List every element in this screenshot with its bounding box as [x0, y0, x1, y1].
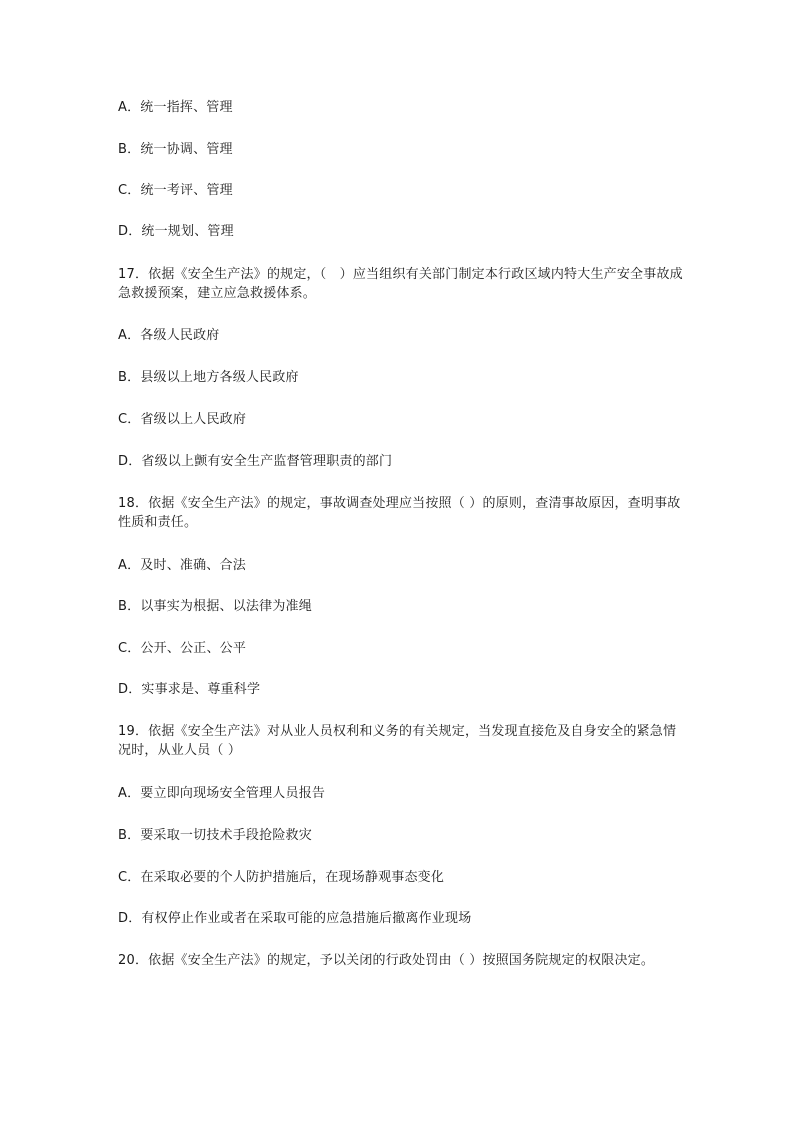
q17-option-c: C．省级以上人民政府 — [118, 412, 247, 427]
q19-stem: 19．依据《安全生产法》对从业人员权利和义务的有关规定，当发现直接危及自身安全的紧急情况时，从业人员（ ） — [118, 724, 677, 758]
q19-option-c: C．在采取必要的个人防护措施后，在现场静观事态变化 — [118, 870, 445, 885]
q17-option-a: A．各级人民政府 — [118, 328, 220, 343]
q18-option-d: D．实事求是、尊重科学 — [118, 682, 261, 697]
q18-option-b: B．以事实为根据、以法律为准绳 — [118, 599, 312, 614]
q18-option-c: C．公开、公正、公平 — [118, 641, 247, 656]
q18-stem: 18．依据《安全生产法》的规定，事故调查处理应当按照（ ）的原则，查清事故原因，查明事故性质和责任。 — [118, 496, 681, 530]
q17-stem: 17．依据《安全生产法》的规定，（ ）应当组织有关部门制定本行政区域内特大生产安全事故成急救援预案，建立应急救援体系。 — [118, 267, 683, 301]
q20-stem: 20．依据《安全生产法》的规定，予以关闭的行政处罚由（ ）按照国务院规定的权限决定。 — [118, 953, 655, 968]
q17-option-b: B．县级以上地方各级人民政府 — [118, 370, 299, 385]
q16-option-a: A．统一指挥、管理 — [118, 100, 233, 115]
q19-option-a: A．要立即向现场安全管理人员报告 — [118, 786, 326, 801]
q16-option-d: D．统一规划、管理 — [118, 224, 234, 239]
q17-option-d: D．省级以上颤有安全生产监督管理职责的部门 — [118, 454, 393, 469]
q16-option-b: B．统一协调、管理 — [118, 142, 233, 157]
q18-option-a: A．及时、准确、合法 — [118, 558, 246, 573]
q19-option-b: B．要采取一切技术手段抢险救灾 — [118, 828, 312, 843]
q19-option-d: D．有权停止作业或者在采取可能的应急措施后撤离作业现场 — [118, 911, 472, 926]
q16-option-c: C．统一考评、管理 — [118, 183, 233, 198]
